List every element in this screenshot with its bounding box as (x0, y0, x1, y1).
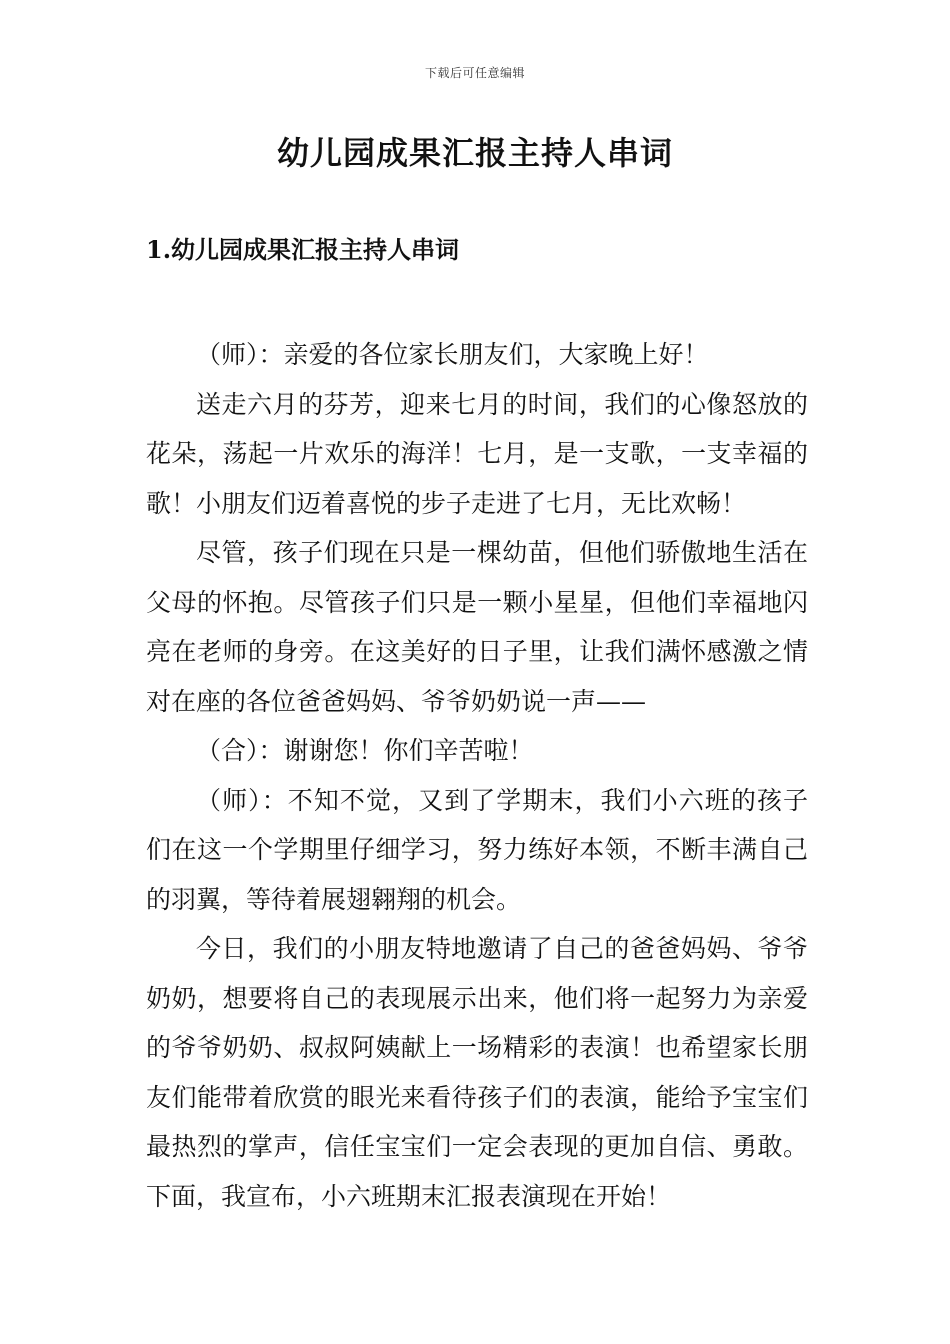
document-body (146, 330, 808, 1221)
paragraph-gratitude: 尽管，孩子们现在只是一棵幼苗，但他们骄傲地生活在父母的怀抱。尽管孩子们只是一颗小星星，但他们幸福地闪亮在老师的身旁。在这美好的日子里，让我们满怀感激之情对在座的各位爸爸妈妈、爷爷奶奶说一声—— (146, 538, 808, 716)
section-heading: 1.幼儿园成果汇报主持人串词 (146, 235, 460, 264)
paragraph-greeting: （师）：亲爱的各位家长朋友们，大家晚上好！ (196, 340, 709, 369)
paragraph-term-end: （师）：不知不觉，又到了学期末，我们小六班的孩子们在这一个学期里仔细学习，努力练好本领，不断丰满自己的羽翼，等待着展翅翱翔的机会。 (146, 785, 808, 914)
header-note: 下载后可任意编辑 (424, 66, 525, 80)
document-title: 幼儿园成果汇报主持人串词 (276, 134, 673, 172)
paragraph-chorus: （合）：谢谢您！你们辛苦啦！ (196, 736, 534, 765)
paragraph-july: 送走六月的芬芳，迎来七月的时间，我们的心像怒放的花朵，荡起一片欢乐的海洋！七月，是一支歌，一支幸福的歌！小朋友们迈着喜悦的步子走进了七月，无比欢畅！ (146, 389, 808, 518)
paragraph-announcement: 今日，我们的小朋友特地邀请了自己的爸爸妈妈、爷爷奶奶，想要将自己的表现展示出来，他们将一起努力为亲爱的爷爷奶奶、叔叔阿姨献上一场精彩的表演！也希望家长朋友们能带着欣赏的眼光来看待孩子们的表演，能给予宝宝们最热烈的掌声，信任宝宝们一定会表现的更加自信、勇敢。下面，我宣布，小六班期末汇报表演现在开始！ (146, 934, 808, 1211)
